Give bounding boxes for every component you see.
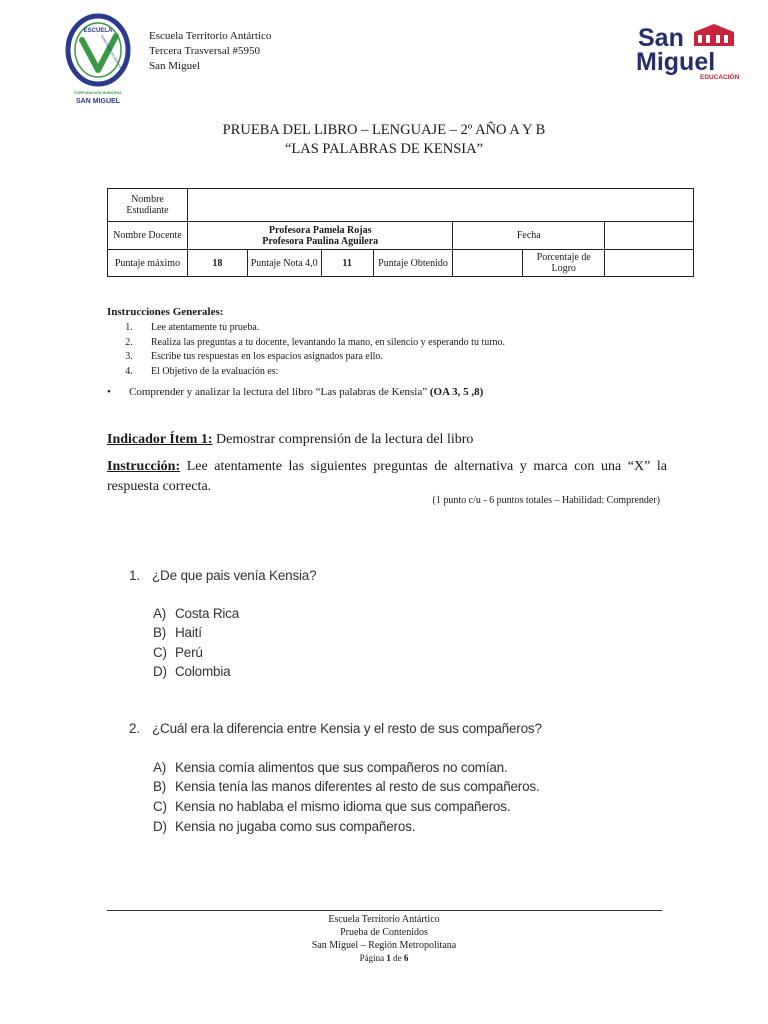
obtained-score-label: Puntaje Obtenido — [373, 250, 453, 277]
points-note: (1 punto c/u - 6 puntos totales – Habilidad: Comprender) — [432, 495, 660, 506]
instructions-heading: Instrucciones Generales: — [107, 306, 224, 318]
answer-option[interactable]: A) Kensia comía alimentos que sus compañeros no comían. — [153, 760, 508, 775]
instruction-item: 4. El Objetivo de la evaluación es: — [125, 366, 279, 377]
instruction-item: 3. Escribe tus respuestas en los espacios asignados para ello. — [125, 351, 383, 362]
svg-text:ESCUELA: ESCUELA — [83, 28, 113, 34]
answer-option[interactable]: D) Kensia no jugaba como sus compañeros. — [153, 819, 416, 834]
obtained-score-field[interactable] — [453, 250, 523, 277]
teacher-names — [187, 222, 453, 250]
instruction-item: 2. Realiza las preguntas a tu docente, levantando la mano, en silencio y esperando tu turno. — [125, 337, 506, 348]
footer-test-type: Prueba de Contenidos — [340, 927, 428, 938]
svg-text:TERRITORIO ANTÁRTICO: TERRITORIO ANTÁRTICO — [99, 33, 123, 70]
item-indicator: Indicador Ítem 1: Demostrar comprensión de la lectura del libro — [107, 432, 474, 447]
student-name-label: Nombre Estudiante — [108, 189, 188, 222]
exam-title: PRUEBA DEL LIBRO – LENGUAJE – 2º AÑO A Y B — [222, 122, 546, 138]
svg-text:SAN MIGUEL: SAN MIGUEL — [76, 98, 120, 105]
footer-school: Escuela Territorio Antártico — [328, 914, 440, 925]
school-city: San Miguel — [149, 60, 201, 72]
question-1: 1. ¿De que pais venía Kensia? — [129, 568, 317, 583]
page-number: Página 1 de 6 — [359, 953, 409, 963]
book-title: “LAS PALABRAS DE KENSIA” — [284, 141, 484, 157]
achievement-percent-field[interactable] — [605, 250, 694, 277]
answer-option[interactable]: A) Costa Rica — [153, 606, 240, 621]
teacher-name-2: Profesora Paulina Aguilera — [262, 235, 379, 247]
svg-text:EDUCACIÓN: EDUCACIÓN — [700, 74, 740, 81]
student-info-table — [107, 188, 694, 277]
svg-text:Miguel: Miguel — [636, 48, 716, 76]
answer-option[interactable]: D) Colombia — [153, 664, 231, 679]
max-score-value: 18 — [187, 250, 247, 277]
item-instruction: Instrucción: Lee atentamente las siguientes preguntas de alternativa y marca con una “X” la respuesta correcta. — [107, 459, 668, 494]
grade-4-score-label: Puntaje Nota 4,0 — [247, 250, 321, 277]
school-address-block — [149, 29, 271, 74]
answer-option[interactable]: C) Perú — [153, 645, 203, 660]
evaluation-objective: • Comprender y analizar la lectura del libro “Las palabras de Kensia” (OA 3, 5 ,8) — [107, 386, 484, 398]
answer-option[interactable]: C) Kensia no hablaba el mismo idioma que sus compañeros. — [153, 799, 511, 814]
grade-4-score-value: 11 — [321, 250, 373, 277]
answer-option[interactable]: B) Haití — [153, 625, 202, 640]
achievement-percent-label: Porcentaje de Logro — [523, 250, 605, 277]
school-name: Escuela Territorio Antártico — [149, 30, 272, 42]
teacher-name-label: Nombre Docente — [108, 222, 188, 250]
question-2: 2. ¿Cuál era la diferencia entre Kensia y el resto de sus compañeros? — [129, 721, 542, 736]
objective-codes: (OA 3, 5 ,8) — [429, 386, 484, 398]
footer-location: San Miguel – Región Metropolitana — [311, 940, 457, 951]
instruction-item: 1. Lee atentamente tu prueba. — [125, 322, 260, 333]
date-label: Fecha — [453, 222, 605, 250]
teacher-name-1: Profesora Pamela Rojas — [268, 224, 372, 236]
date-field[interactable] — [605, 222, 694, 250]
svg-text:San: San — [638, 24, 684, 52]
san-miguel-education-logo — [636, 22, 740, 82]
school-crest-logo — [62, 12, 134, 108]
school-street: Tercera Trasversal #5950 — [149, 45, 261, 57]
answer-option[interactable]: B) Kensia tenía las manos diferentes al resto de sus compañeros. — [153, 779, 540, 794]
svg-text:CORPORACIÓN MUNICIPAL: CORPORACIÓN MUNICIPAL — [73, 91, 123, 95]
bullet-icon: • — [107, 386, 111, 398]
student-name-field[interactable] — [187, 189, 693, 222]
max-score-label: Puntaje máximo — [108, 250, 188, 277]
footer-divider — [107, 910, 662, 911]
